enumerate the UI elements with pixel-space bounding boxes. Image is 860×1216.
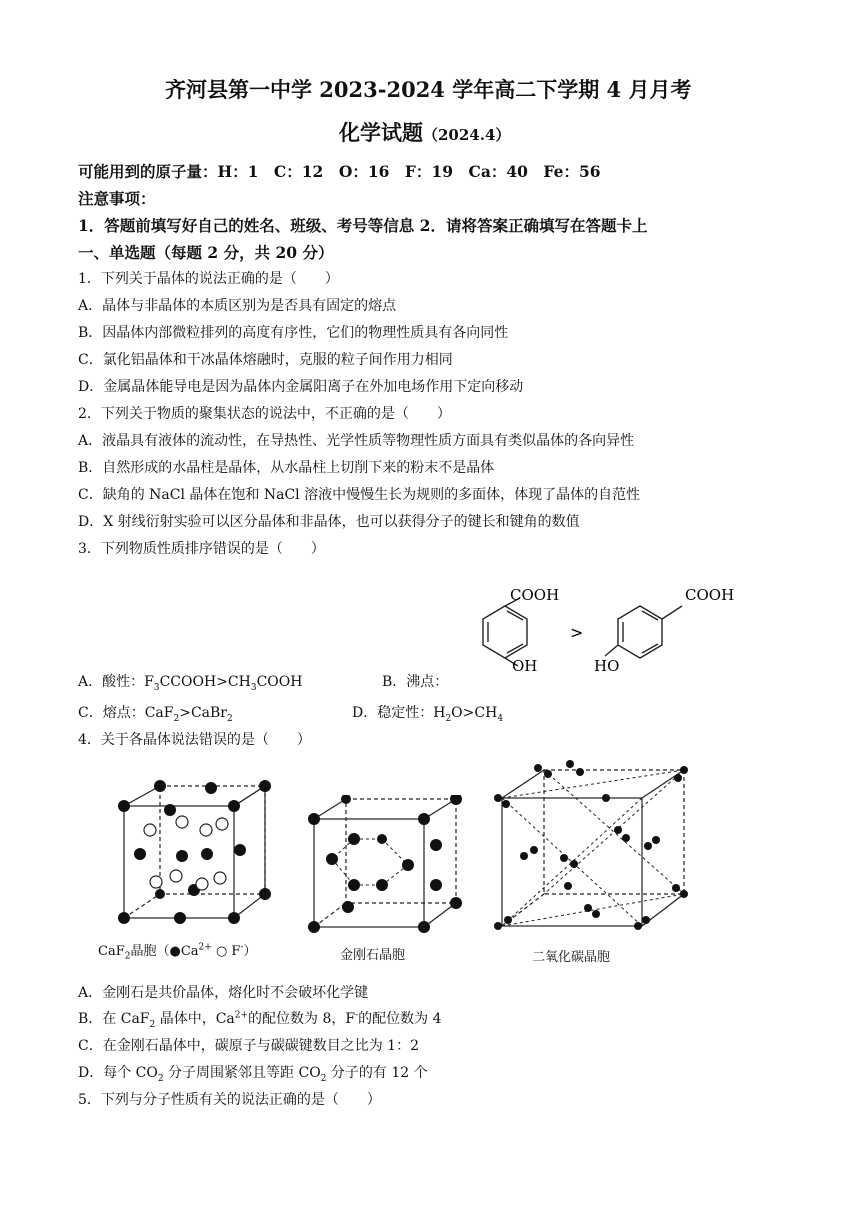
q4-b-sub: 2 <box>149 1019 156 1030</box>
ca-legend: Ca <box>180 944 199 959</box>
co2-unit-cell-figure <box>488 758 698 938</box>
para-hydroxybenzoic-acid-structure <box>605 606 682 658</box>
q3-c-s1: 2 <box>173 713 180 724</box>
caf2-cap-a: CaF <box>98 944 125 959</box>
q4-b-b: 晶体中，Ca <box>155 1011 235 1027</box>
ca-legend-dot-icon: ● <box>169 944 181 959</box>
q4-d-sub1: 2 <box>157 1073 164 1084</box>
q5-stem: 5．下列与分子性质有关的说法正确的是（ ） <box>78 1092 381 1108</box>
q3-c-mid: >CaBr <box>179 705 227 721</box>
subject-title: 化学试题 <box>339 120 423 145</box>
q4-b-c: 的配位数为 8，F <box>248 1011 356 1027</box>
q2-option-d: D．X 射线衍射实验可以区分晶体和非晶体，也可以获得分子的键长和键角的数值 <box>78 514 580 530</box>
exam-date: （2024.4） <box>423 126 511 144</box>
q3-d-mid: O>CH <box>451 705 498 721</box>
ca-legend-sup: 2+ <box>198 942 212 953</box>
q1-option-b: B．因晶体内部微粒排列的高度有序性，它们的物理性质具有各向同性 <box>78 325 509 341</box>
oh-label: OH <box>512 657 538 675</box>
q4-d-b: 分子周围紧邻且等距 CO <box>163 1065 321 1081</box>
f-legend-circle-icon: ○ <box>215 944 228 959</box>
q4-d-c: 分子的有 12 个 <box>326 1065 428 1081</box>
q1-option-c: C．氯化铝晶体和干冰晶体熔融时，克服的粒子间作用力相同 <box>78 352 453 368</box>
salicylic-acid-comparison-figure <box>450 578 750 683</box>
q2-option-b: B．自然形成的水晶柱是晶体，从水晶柱上切削下来的粉末不是晶体 <box>78 460 495 476</box>
q3-d-s1: 2 <box>445 713 452 724</box>
diamond-caption: 金刚石晶胞 <box>340 948 406 963</box>
q3-a-f3: COOH <box>256 674 303 690</box>
q3-option-a <box>78 671 302 693</box>
q4-d-a: D．每个 CO <box>78 1065 158 1081</box>
caf2-caption <box>98 940 257 962</box>
q3-a-f1: F <box>144 674 154 690</box>
f-legend: F <box>231 944 241 959</box>
q4-b-sup2: - <box>355 1010 359 1021</box>
atomic-masses: 可能用到的原子量：H：1 C：12 O：16 F：19 Ca：40 Fe：56 <box>78 162 601 181</box>
diamond-unit-cell-figure <box>302 795 467 935</box>
co2-caption: 二氧化碳晶胞 <box>532 950 611 965</box>
q4-d-sub2: 2 <box>320 1073 327 1084</box>
q3-c-s2: 2 <box>227 713 233 724</box>
cooh-label-2: COOH <box>685 586 735 604</box>
q2-stem: 2．下列关于物质的聚集状态的说法中，不正确的是（ ） <box>78 406 451 422</box>
caf2-cap-b: 晶胞（ <box>130 944 170 959</box>
caf2-cap-end: ） <box>243 944 257 959</box>
q3-d-prefix: D．稳定性：H <box>352 705 446 721</box>
q1-option-d: D．金属晶体能导电是因为晶体内金属阳离子在外加电场作用下定向移动 <box>78 379 524 395</box>
q3-a-s1: 3 <box>153 682 160 693</box>
q3-a-s2: 3 <box>250 682 257 693</box>
q4-b-sup: 2+ <box>234 1010 249 1021</box>
exam-subtitle <box>339 117 510 147</box>
ho-label: HO <box>594 657 620 675</box>
q3-a-prefix: A．酸性： <box>78 674 145 690</box>
q3-a-f2: CCOOH>CH <box>159 674 251 690</box>
cooh-label-1: COOH <box>510 586 560 604</box>
ortho-hydroxybenzoic-acid-structure <box>483 598 527 666</box>
f-legend-sup: - <box>240 942 244 953</box>
q3-stem: 3．下列物质性质排序错误的是（ ） <box>78 541 325 557</box>
greater-than-sign: > <box>570 623 584 642</box>
q3-option-d <box>352 702 503 724</box>
notice-heading: 注意事项： <box>78 189 156 208</box>
exam-title: 齐河县第一中学 2023-2024 学年高二下学期 4 月月考 <box>165 77 692 102</box>
q1-option-a: A．晶体与非晶体的本质区别为是否具有固定的熔点 <box>78 298 397 314</box>
caf2-cap-sub: 2 <box>124 951 131 962</box>
q1-stem: 1．下列关于晶体的说法正确的是（ ） <box>78 271 339 287</box>
q3-option-c <box>78 702 233 724</box>
q4-option-a: A．金刚石是共价晶体，熔化时不会破坏化学键 <box>78 985 369 1001</box>
q3-c-prefix: C．熔点：CaF <box>78 705 174 721</box>
section-heading: 一、单选题（每题 2 分，共 20 分） <box>78 243 334 262</box>
notice-body: 1．答题前填写好自己的姓名、班级、考号等信息 2．请将答案正确填写在答题卡上 <box>78 216 648 235</box>
q4-stem: 4．关于各晶体说法错误的是（ ） <box>78 732 311 748</box>
q4-b-a: B．在 CaF <box>78 1011 150 1027</box>
q2-option-c: C．缺角的 NaCl 晶体在饱和 NaCl 溶液中慢慢生长为规则的多面体，体现了晶体的自范性 <box>78 487 641 503</box>
q4-b-d: 的配位数为 4 <box>358 1011 442 1027</box>
q3-d-s2: 4 <box>497 713 504 724</box>
q2-option-a: A．液晶具有液体的流动性，在导热性、光学性质等物理性质方面具有类似晶体的各向异性 <box>78 433 635 449</box>
q4-option-d <box>78 1062 428 1084</box>
q4-option-c: C．在金刚石晶体中，碳原子与碳碳键数目之比为 1：2 <box>78 1038 419 1054</box>
q3-option-b: B．沸点： <box>382 674 449 690</box>
q4-option-b <box>78 1008 442 1030</box>
caf2-unit-cell-figure <box>110 778 285 933</box>
